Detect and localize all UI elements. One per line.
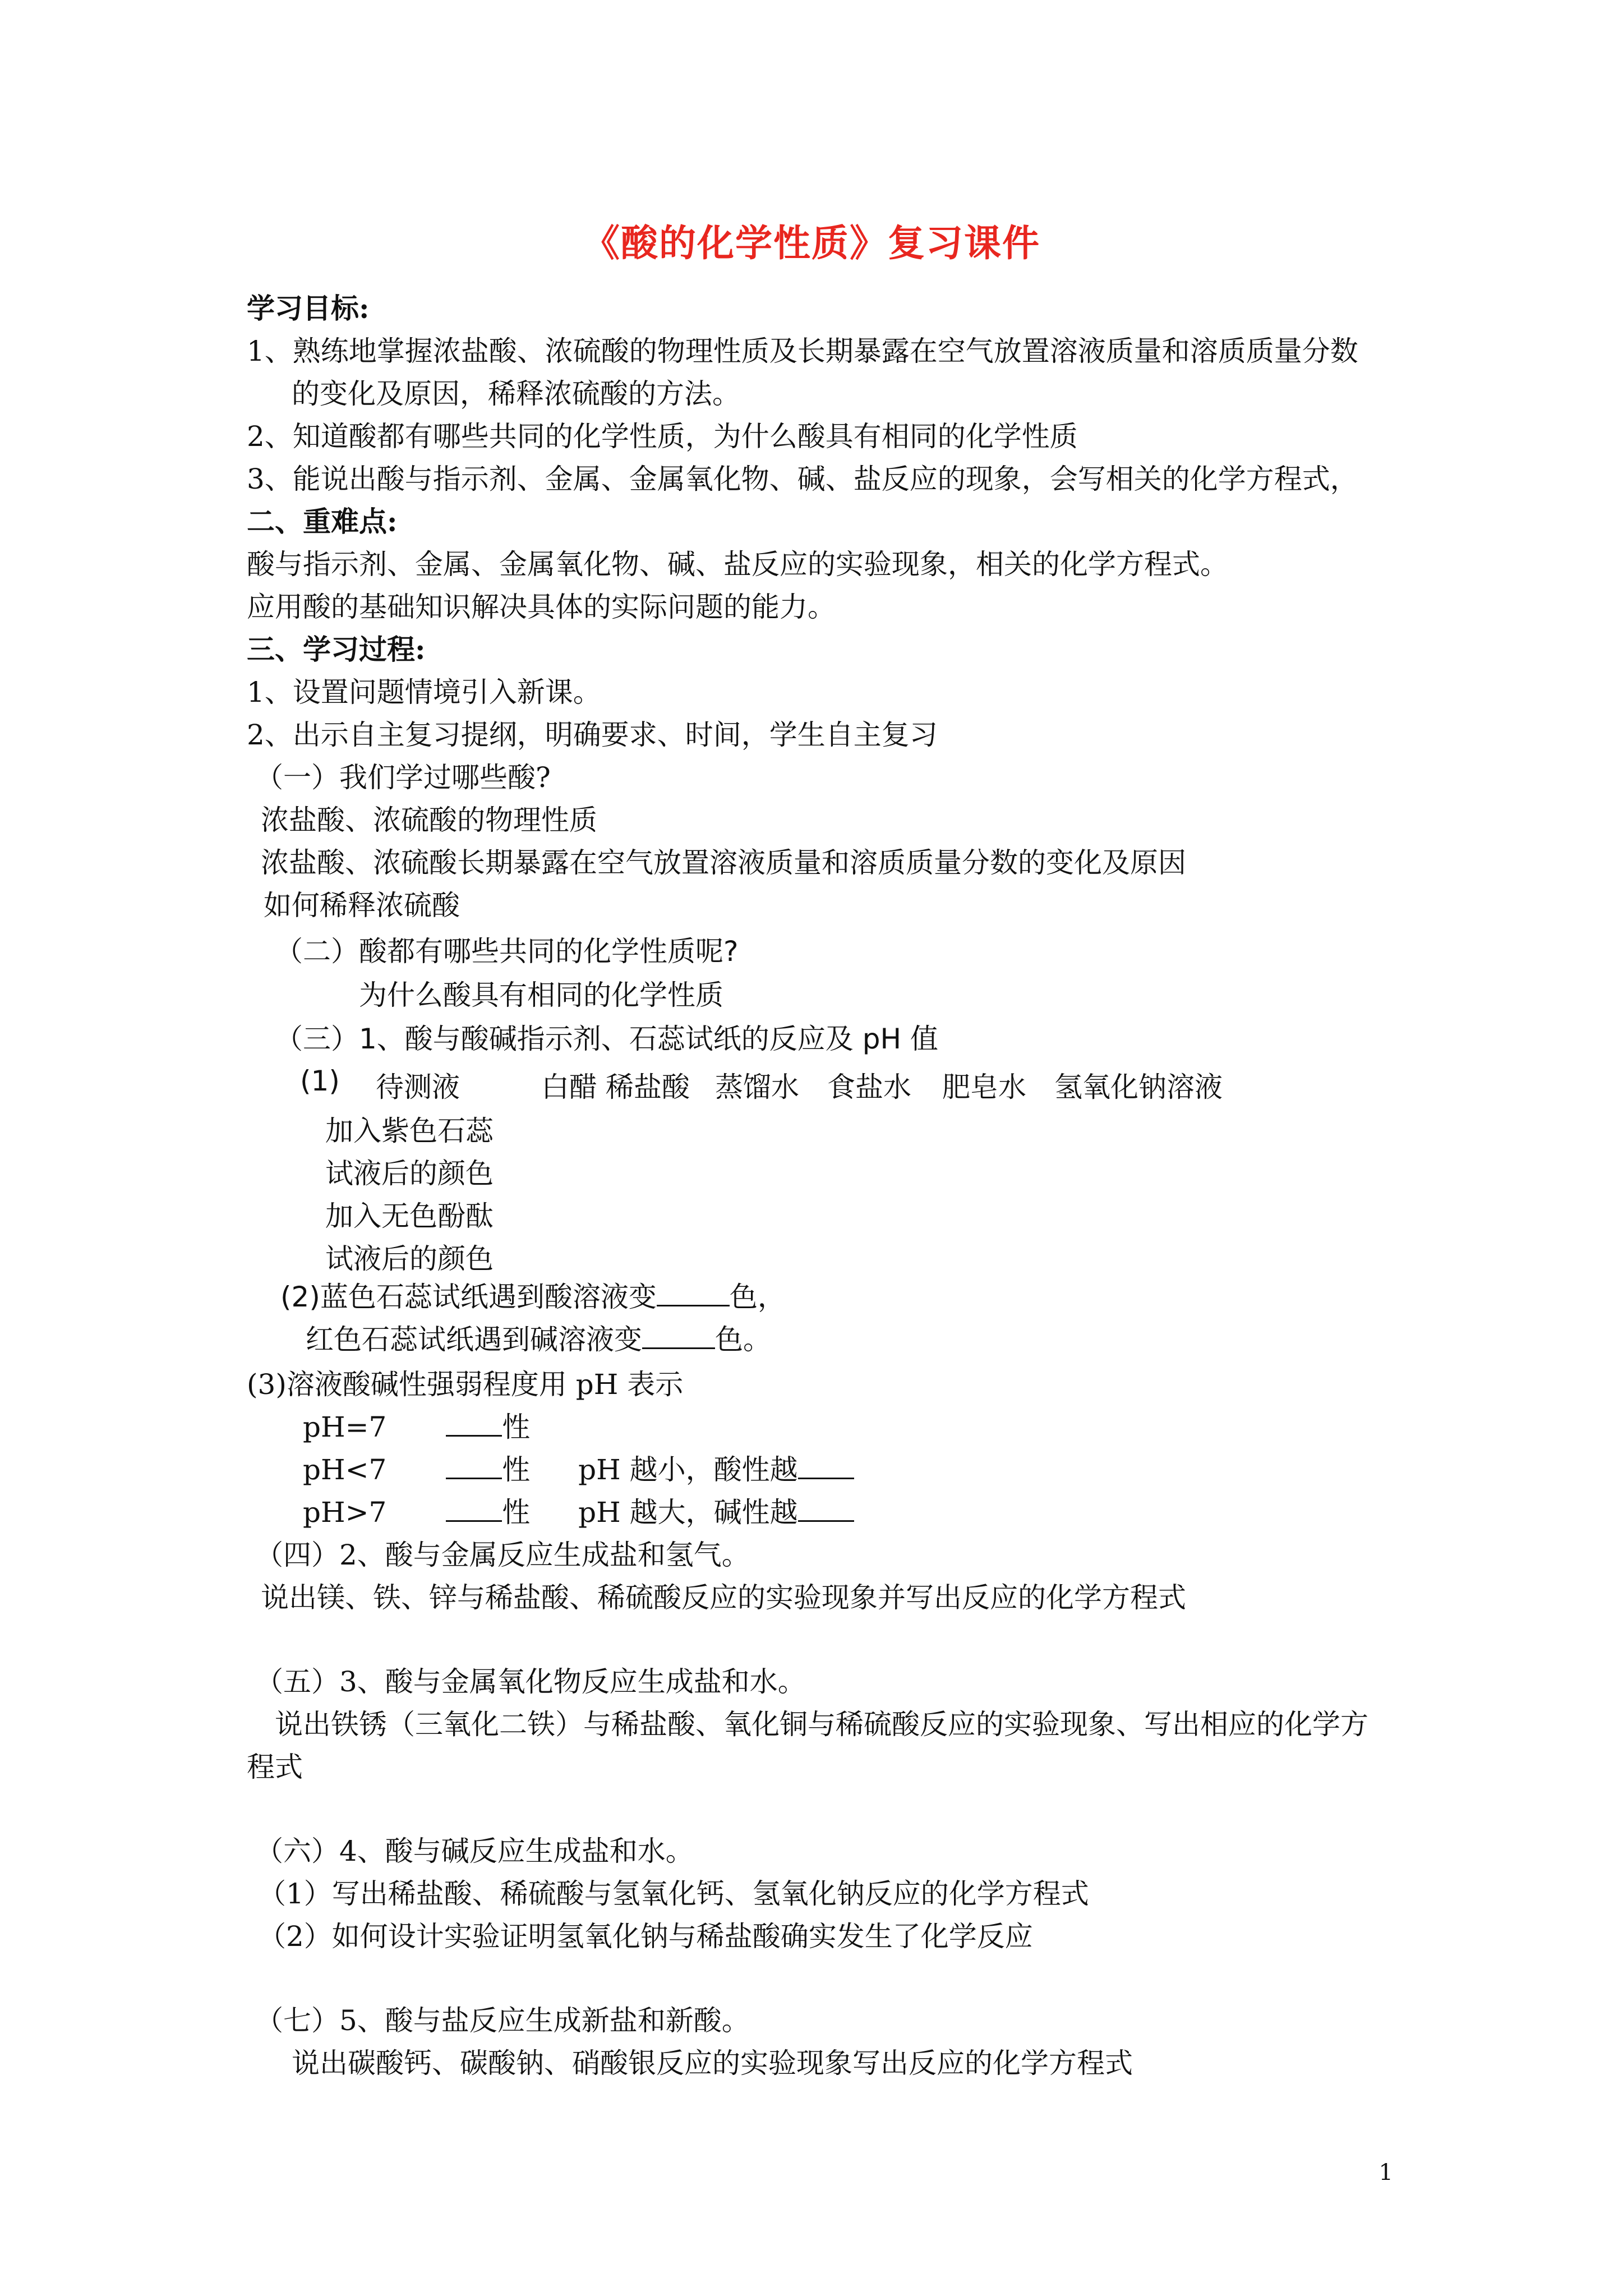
- litmus-text: (2)蓝色石蕊试纸遇到酸溶液变: [280, 1281, 657, 1313]
- ph-type: 性: [502, 1411, 531, 1443]
- question-7a: 说出碳酸钙、碳酸钠、硝酸银反应的实验现象写出反应的化学方程式: [292, 2047, 1133, 2079]
- question-6b: （2）如何设计实验证明氢氧化钠与稀盐酸确实发生了化学反应: [258, 1920, 1033, 1953]
- litmus-text: 红色石蕊试纸遇到碱溶液变: [306, 1323, 642, 1356]
- question-6a: （1）写出稀盐酸、稀硫酸与氢氧化钙、氢氧化钠反应的化学方程式: [258, 1878, 1089, 1910]
- question-5a: 说出铁锈（三氧化二铁）与稀盐酸、氧化铜与稀硫酸反应的实验现象、写出相应的化学方: [275, 1708, 1368, 1741]
- process-1: 1、设置问题情境引入新课。: [247, 676, 601, 708]
- process-heading: 三、学习过程:: [247, 633, 426, 666]
- page-number: 1: [1378, 2160, 1393, 2185]
- ph-type: 性: [502, 1453, 531, 1486]
- question-2: （二）酸都有哪些共同的化学性质呢?: [275, 935, 739, 968]
- table-header-cell: 肥皂水: [942, 1071, 1026, 1103]
- goal-2: 2、知道酸都有哪些共同的化学性质，为什么酸具有相同的化学性质: [247, 420, 1078, 453]
- question-1b: 浓盐酸、浓硫酸长期暴露在空气放置溶液质量和溶质质量分数的变化及原因: [261, 846, 1186, 879]
- litmus-suffix: 色，: [729, 1281, 786, 1313]
- answer-blank: [446, 1410, 502, 1437]
- table-header-cell: 食盐水: [827, 1071, 911, 1103]
- answer-blank: [642, 1323, 715, 1349]
- answer-blank: [446, 1496, 502, 1522]
- question-1: （一）我们学过哪些酸?: [255, 761, 551, 794]
- question-7: （七）5、酸与盐反应生成新盐和新酸。: [255, 2004, 750, 2037]
- key-heading: 二、重难点:: [247, 505, 398, 538]
- answer-blank: [446, 1453, 502, 1479]
- ph-value: pH=7: [303, 1411, 387, 1443]
- table-row-label: 试液后的颜色: [325, 1157, 494, 1190]
- answer-blank: [798, 1453, 854, 1479]
- ph-note: pH 越大，碱性越: [578, 1496, 798, 1529]
- question-1c: 如何稀释浓硫酸: [264, 889, 460, 922]
- table-header-cell: 氢氧化钠溶液: [1054, 1071, 1223, 1103]
- table-header-cell: 白醋: [541, 1071, 597, 1103]
- table-header-cell: 稀盐酸: [606, 1071, 690, 1103]
- question-2a: 为什么酸具有相同的化学性质: [359, 979, 723, 1011]
- question-4a: 说出镁、铁、锌与稀盐酸、稀硫酸反应的实验现象并写出反应的化学方程式: [261, 1581, 1186, 1614]
- question-4: （四）2、酸与金属反应生成盐和氢气。: [255, 1539, 750, 1571]
- ph-row-neutral: [303, 1410, 530, 1444]
- goals-heading: 学习目标:: [247, 292, 370, 325]
- goal-1b: 的变化及原因，稀释浓硫酸的方法。: [292, 378, 740, 410]
- ph-row-base: [303, 1496, 854, 1529]
- ph-type: 性: [502, 1496, 531, 1529]
- question-5b: 程式: [247, 1751, 303, 1783]
- table-row-label: 加入紫色石蕊: [325, 1115, 494, 1147]
- ph-value: pH<7: [303, 1453, 387, 1486]
- answer-blank: [657, 1280, 730, 1306]
- question-3: （三）1、酸与酸碱指示剂、石蕊试纸的反应及 pH 值: [275, 1023, 938, 1055]
- ph-value: pH>7: [303, 1496, 387, 1529]
- ph-heading: (3)溶液酸碱性强弱程度用 pH 表示: [247, 1368, 684, 1401]
- question-5: （五）3、酸与金属氧化物反应生成盐和水。: [255, 1665, 806, 1698]
- key-2: 应用酸的基础知识解决具体的实际问题的能力。: [247, 591, 836, 623]
- ph-row-acid: [303, 1453, 854, 1487]
- goal-3: 3、能说出酸与指示剂、金属、金属氧化物、碱、盐反应的现象，会写相关的化学方程式，: [247, 463, 1358, 495]
- question-1a: 浓盐酸、浓硫酸的物理性质: [261, 804, 597, 836]
- ph-note: pH 越小，酸性越: [578, 1453, 798, 1486]
- table-row-label: 试液后的颜色: [325, 1243, 494, 1275]
- litmus-suffix: 色。: [715, 1323, 771, 1356]
- key-1: 酸与指示剂、金属、金属氧化物、碱、盐反应的实验现象，相关的化学方程式。: [247, 548, 1228, 581]
- process-2: 2、出示自主复习提纲，明确要求、时间，学生自主复习: [247, 719, 938, 751]
- question-6: （六）4、酸与碱反应生成盐和水。: [255, 1835, 694, 1867]
- table-row-label: (1): [300, 1065, 340, 1097]
- table-row-label: 加入无色酚酞: [325, 1200, 494, 1232]
- page-title: 《酸的化学性质》复习课件: [583, 221, 1040, 265]
- answer-blank: [798, 1496, 854, 1522]
- goal-1a: 1、熟练地掌握浓盐酸、浓硫酸的物理性质及长期暴露在空气放置溶液质量和溶质质量分数: [247, 335, 1358, 367]
- table-header-cell: 待测液: [376, 1071, 460, 1103]
- table-header-cell: 蒸馏水: [715, 1071, 799, 1103]
- litmus-line-1: [280, 1280, 786, 1314]
- litmus-line-2: [306, 1323, 771, 1356]
